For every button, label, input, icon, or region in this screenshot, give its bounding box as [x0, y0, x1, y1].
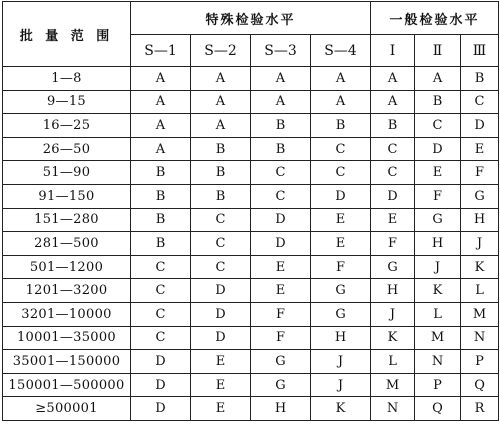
- code-letter-cell: C: [131, 255, 191, 279]
- code-letter-cell: D: [191, 302, 251, 326]
- code-letter-cell: F: [415, 184, 461, 208]
- code-letter-cell: J: [415, 255, 461, 279]
- batch-range-header: 批 量 范 围: [3, 2, 131, 67]
- code-letter-cell: N: [415, 350, 461, 374]
- code-letter-cell: J: [311, 350, 371, 374]
- code-letter-cell: H: [311, 326, 371, 350]
- code-letter-cell: B: [191, 137, 251, 161]
- code-letter-cell: E: [251, 279, 311, 303]
- batch-range-cell: 91—150: [3, 184, 131, 208]
- code-letter-cell: A: [131, 90, 191, 114]
- code-letter-cell: D: [371, 184, 415, 208]
- code-letter-cell: A: [371, 67, 415, 91]
- code-letter-cell: E: [251, 255, 311, 279]
- table-row: [3, 350, 499, 374]
- code-letter-cell: M: [461, 302, 499, 326]
- code-letter-cell: D: [415, 137, 461, 161]
- batch-range-cell: 151—280: [3, 208, 131, 232]
- code-letter-cell: G: [251, 350, 311, 374]
- code-letter-cell: B: [131, 208, 191, 232]
- batch-range-cell: 26—50: [3, 137, 131, 161]
- table-row: [3, 326, 499, 350]
- batch-range-cell: 1—8: [3, 67, 131, 91]
- code-letter-cell: H: [415, 232, 461, 256]
- table-row: [3, 208, 499, 232]
- code-letter-cell: B: [251, 114, 311, 138]
- code-letter-cell: F: [251, 326, 311, 350]
- code-letter-cell: C: [371, 137, 415, 161]
- code-letter-cell: M: [415, 326, 461, 350]
- code-letter-cell: B: [131, 232, 191, 256]
- table-row: [3, 232, 499, 256]
- level-header-s2: S—2: [191, 35, 251, 67]
- code-letter-cell: F: [251, 302, 311, 326]
- code-letter-cell: A: [131, 67, 191, 91]
- code-letter-cell: E: [311, 232, 371, 256]
- code-letter-cell: H: [461, 208, 499, 232]
- code-letter-cell: C: [461, 90, 499, 114]
- batch-range-cell: ≥500001: [3, 397, 131, 421]
- code-letter-cell: B: [415, 90, 461, 114]
- table-row: [3, 114, 499, 138]
- code-letter-cell: G: [311, 279, 371, 303]
- table-row: [3, 137, 499, 161]
- general-inspection-level-header: 一般检验水平: [371, 2, 499, 35]
- code-letter-cell: D: [131, 373, 191, 397]
- code-letter-cell: G: [311, 302, 371, 326]
- code-letter-cell: E: [311, 208, 371, 232]
- code-letter-cell: C: [131, 279, 191, 303]
- code-letter-cell: L: [371, 350, 415, 374]
- code-letter-cell: N: [461, 326, 499, 350]
- code-letter-cell: A: [131, 137, 191, 161]
- code-letter-cell: D: [131, 397, 191, 421]
- code-letter-cell: A: [131, 114, 191, 138]
- code-letter-cell: L: [461, 279, 499, 303]
- code-letter-cell: A: [251, 90, 311, 114]
- code-letter-cell: D: [131, 350, 191, 374]
- table-row: [3, 302, 499, 326]
- code-letter-cell: B: [131, 184, 191, 208]
- code-letter-cell: C: [131, 302, 191, 326]
- code-letter-cell: G: [371, 255, 415, 279]
- table-row: [3, 161, 499, 185]
- batch-range-cell: 281—500: [3, 232, 131, 256]
- code-letter-cell: G: [251, 373, 311, 397]
- table-row: [3, 279, 499, 303]
- code-letter-cell: P: [461, 350, 499, 374]
- code-letter-cell: A: [311, 67, 371, 91]
- code-letter-cell: B: [311, 114, 371, 138]
- code-letter-cell: J: [311, 373, 371, 397]
- code-letter-cell: D: [251, 232, 311, 256]
- code-letter-cell: C: [131, 326, 191, 350]
- sample-size-code-table: [2, 1, 499, 421]
- code-letter-cell: A: [311, 90, 371, 114]
- table-row: [3, 373, 499, 397]
- code-letter-cell: C: [415, 114, 461, 138]
- batch-range-cell: 10001—35000: [3, 326, 131, 350]
- code-letter-cell: E: [371, 208, 415, 232]
- code-letter-cell: R: [461, 397, 499, 421]
- code-letter-cell: J: [461, 232, 499, 256]
- code-letter-cell: E: [415, 161, 461, 185]
- code-letter-cell: E: [191, 397, 251, 421]
- level-header-iii: Ⅲ: [461, 35, 499, 67]
- code-letter-cell: L: [415, 302, 461, 326]
- batch-range-cell: 1201—3200: [3, 279, 131, 303]
- table-row: [3, 90, 499, 114]
- code-letter-cell: B: [191, 161, 251, 185]
- batch-range-cell: 3201—10000: [3, 302, 131, 326]
- level-header-s4: S—4: [311, 35, 371, 67]
- code-letter-cell: C: [251, 184, 311, 208]
- code-letter-cell: N: [371, 397, 415, 421]
- code-letter-cell: A: [415, 67, 461, 91]
- code-letter-cell: A: [191, 90, 251, 114]
- code-letter-cell: C: [251, 161, 311, 185]
- code-letter-cell: F: [461, 161, 499, 185]
- code-letter-cell: D: [311, 184, 371, 208]
- code-letter-cell: C: [191, 232, 251, 256]
- code-letter-cell: H: [371, 279, 415, 303]
- batch-range-cell: 51—90: [3, 161, 131, 185]
- code-letter-cell: D: [461, 114, 499, 138]
- code-letter-cell: B: [371, 114, 415, 138]
- code-letter-cell: C: [191, 255, 251, 279]
- code-letter-cell: K: [371, 326, 415, 350]
- code-letter-cell: F: [371, 232, 415, 256]
- code-letter-cell: K: [461, 255, 499, 279]
- batch-range-cell: 35001—150000: [3, 350, 131, 374]
- code-letter-cell: E: [461, 137, 499, 161]
- code-letter-cell: P: [415, 373, 461, 397]
- code-letter-cell: D: [191, 326, 251, 350]
- code-letter-cell: K: [311, 397, 371, 421]
- code-letter-cell: C: [371, 161, 415, 185]
- code-letter-cell: D: [251, 208, 311, 232]
- table-row: [3, 255, 499, 279]
- code-letter-cell: A: [371, 90, 415, 114]
- code-letter-cell: G: [461, 184, 499, 208]
- code-letter-cell: J: [371, 302, 415, 326]
- code-letter-cell: D: [191, 279, 251, 303]
- code-letter-cell: E: [191, 350, 251, 374]
- code-letter-cell: B: [461, 67, 499, 91]
- level-header-ii: Ⅱ: [415, 35, 461, 67]
- table-body: [3, 67, 499, 421]
- code-letter-cell: C: [311, 137, 371, 161]
- code-letter-cell: E: [191, 373, 251, 397]
- header-row-groups: [3, 2, 499, 35]
- code-letter-cell: A: [191, 67, 251, 91]
- batch-range-cell: 9—15: [3, 90, 131, 114]
- code-letter-cell: B: [131, 161, 191, 185]
- code-letter-cell: K: [415, 279, 461, 303]
- batch-range-cell: 16—25: [3, 114, 131, 138]
- batch-range-cell: 501—1200: [3, 255, 131, 279]
- table-row: [3, 184, 499, 208]
- code-letter-cell: A: [191, 114, 251, 138]
- code-letter-cell: F: [311, 255, 371, 279]
- code-letter-cell: C: [311, 161, 371, 185]
- code-letter-cell: Q: [415, 397, 461, 421]
- batch-range-cell: 150001—500000: [3, 373, 131, 397]
- code-letter-cell: B: [191, 184, 251, 208]
- table-header: [3, 2, 499, 67]
- code-letter-cell: B: [251, 137, 311, 161]
- code-letter-cell: M: [371, 373, 415, 397]
- code-letter-cell: A: [251, 67, 311, 91]
- level-header-s1: S—1: [131, 35, 191, 67]
- table-row: [3, 67, 499, 91]
- code-letter-cell: C: [191, 208, 251, 232]
- level-header-s3: S—3: [251, 35, 311, 67]
- code-letter-cell: H: [251, 397, 311, 421]
- level-header-i: Ⅰ: [371, 35, 415, 67]
- special-inspection-level-header: 特殊检验水平: [131, 2, 371, 35]
- table-row: [3, 397, 499, 421]
- code-letter-cell: G: [415, 208, 461, 232]
- code-letter-cell: Q: [461, 373, 499, 397]
